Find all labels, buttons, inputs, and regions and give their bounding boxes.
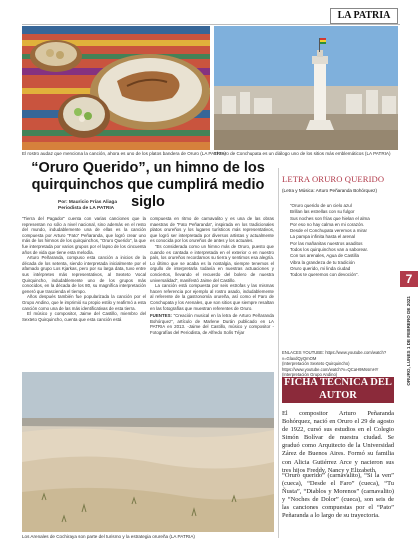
paragraph: El músico y compositor, Jaime del Castillo, miembro del Sexteto Quirquincho, cuenta que esta canción está xyxy=(22,311,146,322)
paragraph: “Tierra del Pagador” cuenta con varias canciones que la representan no sólo a nivel nacional, sino además en el resto del mundo, indudablemente una de ellas es la canción compuesta por Arturo “Fato” Peñaranda, que logró crear uno más de los himnos de los quirquinchos, “Oruro Querido”, la que fue interpretada por varios grupos por el lapso de los cincuenta años de vida que tiene esta melodía. xyxy=(22,216,146,255)
edition-date: ORURO, LUNES 1 DE FEBRERO DE 2021 xyxy=(406,296,411,386)
youtube-links xyxy=(282,350,394,378)
paragraph: compuesta en ritmo de carnavalito y es una de las obras maestras de “Fato Peñaranda”, inspirada en los tradicionales platos orureños y los lugares turísticos más representativos, que logró ser interpretada por diversos artistas y actualmente es conocida por los orureños de antes y los actuales. xyxy=(150,216,274,244)
lyrics-line: Por eso no hay calma en mi corazón. xyxy=(290,221,365,227)
lyrics-line: Todos los quirquinchos van a saborear. xyxy=(290,247,369,253)
lyrics-line: Vibra la grandeza de tu tradición xyxy=(290,259,355,265)
link-note: (Interpretación Sexteto Quirquincho) xyxy=(282,361,350,366)
author-bio-heading: FICHA TÉCNICA DEL AUTOR xyxy=(282,377,394,403)
page-number: 7 xyxy=(400,271,418,287)
author-name: Por: Mauricio Frías Aliaga xyxy=(58,200,117,205)
food-photo-caption: El rostro audaz que menciona la canción, ahora es uno de los platos bandera de Oruro (LA PATRIA) xyxy=(22,151,226,156)
author-songs-paragraph: “Oruro querido” (carnavalito), “Si la ven” (cueca), “Desde el Faro” (cueca), “Tu Ñusta”, “Diablos y Morenos” (carnavalito) y “Noches de Dolor” (cueca), son seis de las canciones compuestas por el “Pato” Peñaranda a lo largo de su trayectoria. xyxy=(282,472,394,520)
lyrics-line: Todos te queremos con devoción”. xyxy=(290,272,359,278)
link-note: (Interpretación Grupo Andino) xyxy=(282,372,338,377)
column-divider xyxy=(278,168,279,538)
dunes-photo xyxy=(22,372,274,532)
paragraph: Años después también fue popularizada la canción por el Grupo Andino, que le imprimió su propio estilo y reafirmó a esta canción como una de las más identificativas de esta tierra. xyxy=(22,294,146,311)
lyrics-line: Por las mañanitas nuestros asaditos xyxy=(290,240,363,246)
headline: “Oruro Querido”, un himno de los quirquinchos que cumplirá medio siglo xyxy=(31,160,265,210)
lyrics-block xyxy=(290,203,390,279)
author-bio-paragraph: El compositor Arturo Peñaranda Bohórquez, nació en Oruro el 29 de agosto de 1922, cursó sus estudios en el Colegio Simón Bolívar de nuestra ciudad. Se graduó como Arquitecto de la Universidad Zárez de Buenos Aires. Formó su familia con Alicia Gutiérrez Arce y nacieron sus tres hijos Freddy, Nancy y Elizabeth. xyxy=(282,410,394,474)
sources-text: “Creación musical en la letra de Arturo Peñaranda Bohórquez”, artículo de Marlene Durán publicado en LA PATRIA en 2013. -Jaime del Castillo, músico y compositor -Fotografías del Periodista, de Alfredo Solís Téjar xyxy=(150,313,274,335)
lyrics-line: Brillan las estrellas con su fulgor xyxy=(290,209,355,215)
food-photo xyxy=(22,26,210,150)
lighthouse-photo xyxy=(214,26,398,150)
lyrics-line: Desde el Conchupata veremos a mirar xyxy=(290,228,368,234)
paragraph: La canción está compuesta por seis estrofas y las mismas hacen referencia por ejemplo al rostro asado, indudablemente al referente de la gastronomía orureña, así como el Faro de Conchupata y los Arenales, que son sitios que siempre resaltan en las fotografías que muestran referentes de Oruro. xyxy=(150,283,274,311)
body-column-1 xyxy=(22,216,146,322)
lighthouse-photo-caption: El Faro de Conchupata es un diálogo uno de los sitios más emblemáticos (LA PATRIA) xyxy=(214,151,391,156)
lyrics-title: LETRA ORURO QUERIDO xyxy=(282,174,385,184)
lyrics-subtitle: (Letra y Música: Arturo Peñaranda Bohórquez) xyxy=(282,188,377,193)
youtube-link[interactable]: https://www.youtube.com/watch?v=QCaH9MssmHY xyxy=(282,366,379,372)
lyrics-line: La pampa infinita hasta el arenal xyxy=(290,234,356,240)
sources-label: FUENTES: xyxy=(150,313,172,319)
header-rule xyxy=(22,24,400,25)
lyrics-line: Sus noches son frías que hielan el alma xyxy=(290,215,370,221)
lyrics-line: “Oruro querido de un cielo azul xyxy=(290,203,352,208)
paragraph: “Es considerada como un himno más de Oruro, puesto que cuando es cantada e interpretada en el exterior o en nuestro país, los orureños recordamos su tierra y sentimos esa alegría. Lo último que se acaba es la nostalgia, siempre tenemos el orgullo de interpretarla todavía en nuestras actuaciones y conciertos, llevando el recuerdo del bolero de nuestra universalidad”, manifestó Jaime del Castillo. xyxy=(150,243,274,283)
sources xyxy=(150,313,274,335)
masthead: LA PATRIA xyxy=(330,8,398,24)
lyrics-line: Oruro querido, mi linda ciudad xyxy=(290,265,351,271)
author-role: Periodista de LA PATRIA xyxy=(58,206,115,211)
lyrics-line: Con tus arenales, Agua de Castilla xyxy=(290,253,360,259)
dunes-photo-caption: Los Arenales de Cochiraya son parte del turismo y la estrategia orureña (LA PATRIA) xyxy=(22,534,195,539)
paragraph: Arturo Peñaranda, compuso esta canción a inicios de la década de los setenta, siendo interpretada inicialmente por el afamado grupo Los Kjarkas, pero por su larga data, tuvo entre sus intérpretes más representativos, al Sexteto Vocal Quirquincho, indudablemente uno de los grupos más conocidos, en la década de los 80, su magnífica interpretación generó que trascienda el tiempo. xyxy=(22,255,146,294)
body-column-2 xyxy=(150,216,274,335)
youtube-link[interactable]: ENLACES YOUTUBE: https://www.youtube.com/watch?v=GlaxdQyQmOM xyxy=(282,350,387,361)
byline xyxy=(58,200,117,212)
